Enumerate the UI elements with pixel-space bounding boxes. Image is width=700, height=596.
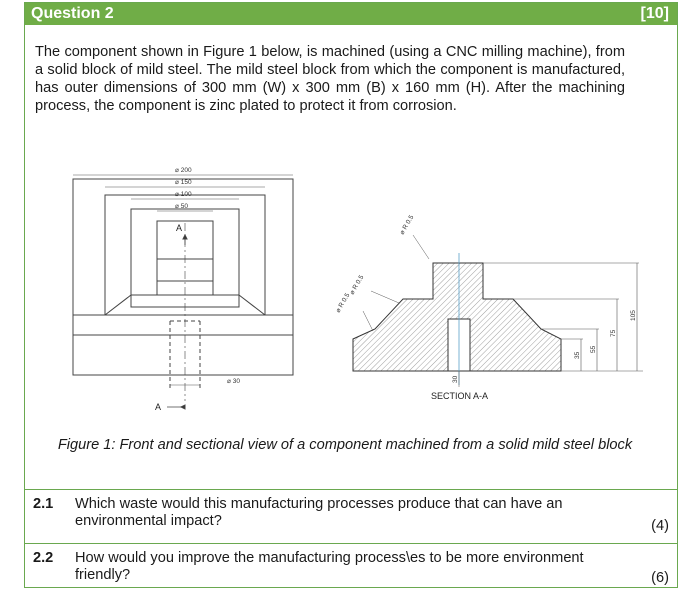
question-row-2-2 [25, 543, 677, 589]
front-view [73, 179, 293, 409]
dim-35: 35 [574, 351, 581, 359]
dim-d50: ⌀ 50 [175, 203, 188, 210]
dim-55: 55 [590, 345, 597, 353]
technical-drawing-figure [53, 161, 663, 431]
radius-label-1: ⌀ R 0.5 [398, 214, 416, 236]
dim-d150: ⌀ 150 [175, 179, 192, 186]
section-label: SECTION A-A [431, 391, 489, 401]
dim-75: 75 [610, 329, 617, 337]
dim-d30: ⌀ 30 [227, 378, 240, 385]
technical-drawing-svg [53, 161, 663, 431]
section-marker-top: A [176, 223, 183, 233]
question-marks: (6) [651, 570, 669, 586]
question-text: How would you improve the manufacturing process\es to be more environment friendly? [75, 550, 584, 583]
question-box [24, 2, 678, 588]
dim-d100: ⌀ 100 [175, 191, 192, 198]
question-number: 2.2 [33, 550, 54, 566]
question-text: Which waste would this manufacturing processes produce that can have an environmental impact? [75, 496, 563, 529]
question-row-2-1 [25, 489, 677, 541]
question-marks: (4) [651, 518, 669, 534]
question-number: 2.1 [33, 496, 54, 512]
dim-d200: ⌀ 200 [175, 167, 192, 174]
dim-105: 105 [630, 310, 637, 321]
radius-label-2: ⌀ R 0.5 [334, 292, 352, 314]
dim-30-base: 30 [452, 375, 459, 383]
question-total-marks: [10] [640, 5, 669, 22]
section-marker-left: A [155, 402, 162, 412]
figure-caption: Figure 1: Front and sectional view of a component machined from a solid mild steel block [57, 437, 633, 453]
question-intro-text: The component shown in Figure 1 below, is machined (using a CNC milling machine), from a solid block of mild steel. The mild steel block from which the component is manufactured, has outer dimensions of 300 mm (W) x 300 mm (B) x 160 mm (H). After the machining process, the component is zinc plated to protect it from corrosion. [35, 44, 625, 114]
question-title: Question 2 [31, 5, 114, 22]
question-header [25, 3, 677, 25]
section-view [353, 235, 561, 387]
radius-label-3: ⌀ R 0.5 [348, 274, 366, 296]
front-base [73, 335, 293, 375]
